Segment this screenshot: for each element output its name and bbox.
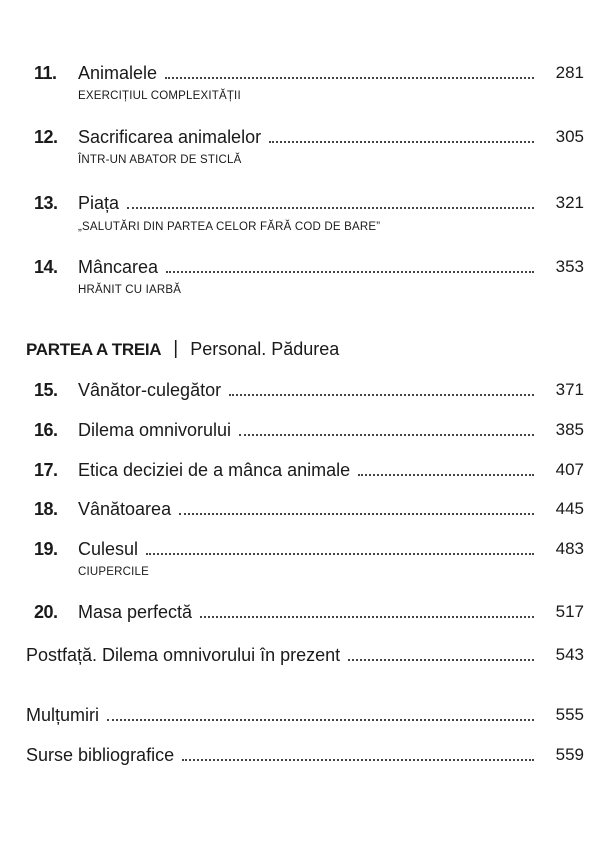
page-number: 559 <box>555 745 584 764</box>
page-number: 445 <box>555 499 584 518</box>
chapter-title: Masa perfectă <box>78 602 193 622</box>
toc-entry-18[interactable] <box>34 494 584 520</box>
toc-entry-bibliography[interactable] <box>26 740 584 766</box>
page-number: 483 <box>555 539 584 558</box>
page-number: 555 <box>555 705 584 724</box>
section-separator: | <box>173 338 179 359</box>
chapter-subtitle: ÎNTR-UN ABATOR DE STICLĂ <box>78 154 242 166</box>
toc-entry-12[interactable] <box>34 122 584 148</box>
entry-title: Mulțumiri <box>26 705 100 725</box>
toc-entry-19[interactable] <box>34 534 584 560</box>
toc-entry-20[interactable] <box>34 597 584 623</box>
chapter-title: Animalele <box>78 63 158 83</box>
chapter-title: Vânător-culegător <box>78 380 222 400</box>
chapter-number: 20. <box>34 602 58 622</box>
section-label: PARTEA A TREIA <box>26 340 162 359</box>
dot-leader <box>179 513 534 515</box>
page-number: 305 <box>555 127 584 146</box>
dot-leader <box>182 759 534 761</box>
chapter-title: Mâncarea <box>78 257 159 277</box>
page-number: 407 <box>555 460 584 479</box>
dot-leader <box>165 77 534 79</box>
page-number: 517 <box>555 602 584 621</box>
page-number: 321 <box>555 193 584 212</box>
page-number: 543 <box>555 645 584 664</box>
chapter-number: 13. <box>34 193 58 213</box>
page-number: 371 <box>555 380 584 399</box>
chapter-number: 11. <box>34 63 57 83</box>
dot-leader <box>127 207 534 209</box>
chapter-number: 15. <box>34 380 58 400</box>
dot-leader <box>239 434 534 436</box>
toc-entry-acknowledgements[interactable] <box>26 700 584 726</box>
chapter-number: 16. <box>34 420 58 440</box>
chapter-number: 14. <box>34 257 58 277</box>
chapter-subtitle: EXERCIȚIUL COMPLEXITĂȚII <box>78 90 241 102</box>
toc-entry-15[interactable] <box>34 375 584 401</box>
toc-entry-11[interactable] <box>34 58 584 84</box>
chapter-subtitle: „SALUTĂRI DIN PARTEA CELOR FĂRĂ COD DE BARE” <box>78 221 381 233</box>
dot-leader <box>200 616 534 618</box>
chapter-title: Dilema omnivorului <box>78 420 232 440</box>
section-heading <box>26 334 339 360</box>
chapter-subtitle: HRĂNIT CU IARBĂ <box>78 284 182 296</box>
chapter-title: Vânătoarea <box>78 499 172 519</box>
chapter-title: Culesul <box>78 539 139 559</box>
dot-leader <box>146 553 534 555</box>
chapter-subtitle: CIUPERCILE <box>78 566 150 578</box>
dot-leader <box>166 271 534 273</box>
entry-title: Surse bibliografice <box>26 745 175 765</box>
chapter-number: 19. <box>34 539 58 559</box>
chapter-number: 12. <box>34 127 58 147</box>
toc-entry-16[interactable] <box>34 415 584 441</box>
page-number: 385 <box>555 420 584 439</box>
chapter-number: 17. <box>34 460 58 480</box>
chapter-title: Piața <box>78 193 120 213</box>
toc-entry-17[interactable] <box>34 455 584 481</box>
toc-entry-13[interactable] <box>34 188 584 214</box>
page-number: 281 <box>555 63 584 82</box>
page-number: 353 <box>555 257 584 276</box>
dot-leader <box>269 141 534 143</box>
toc-entry-postface[interactable] <box>26 640 584 666</box>
dot-leader <box>348 659 534 661</box>
toc-entry-14[interactable] <box>34 252 584 278</box>
chapter-number: 18. <box>34 499 58 519</box>
dot-leader <box>107 719 534 721</box>
chapter-title: Sacrificarea animalelor <box>78 127 262 147</box>
section-name: Personal. Pădurea <box>190 339 340 359</box>
entry-title: Postfață. Dilema omnivorului în prezent <box>26 645 341 665</box>
dot-leader <box>358 474 534 476</box>
chapter-title: Etica deciziei de a mânca animale <box>78 460 351 480</box>
dot-leader <box>229 394 534 396</box>
